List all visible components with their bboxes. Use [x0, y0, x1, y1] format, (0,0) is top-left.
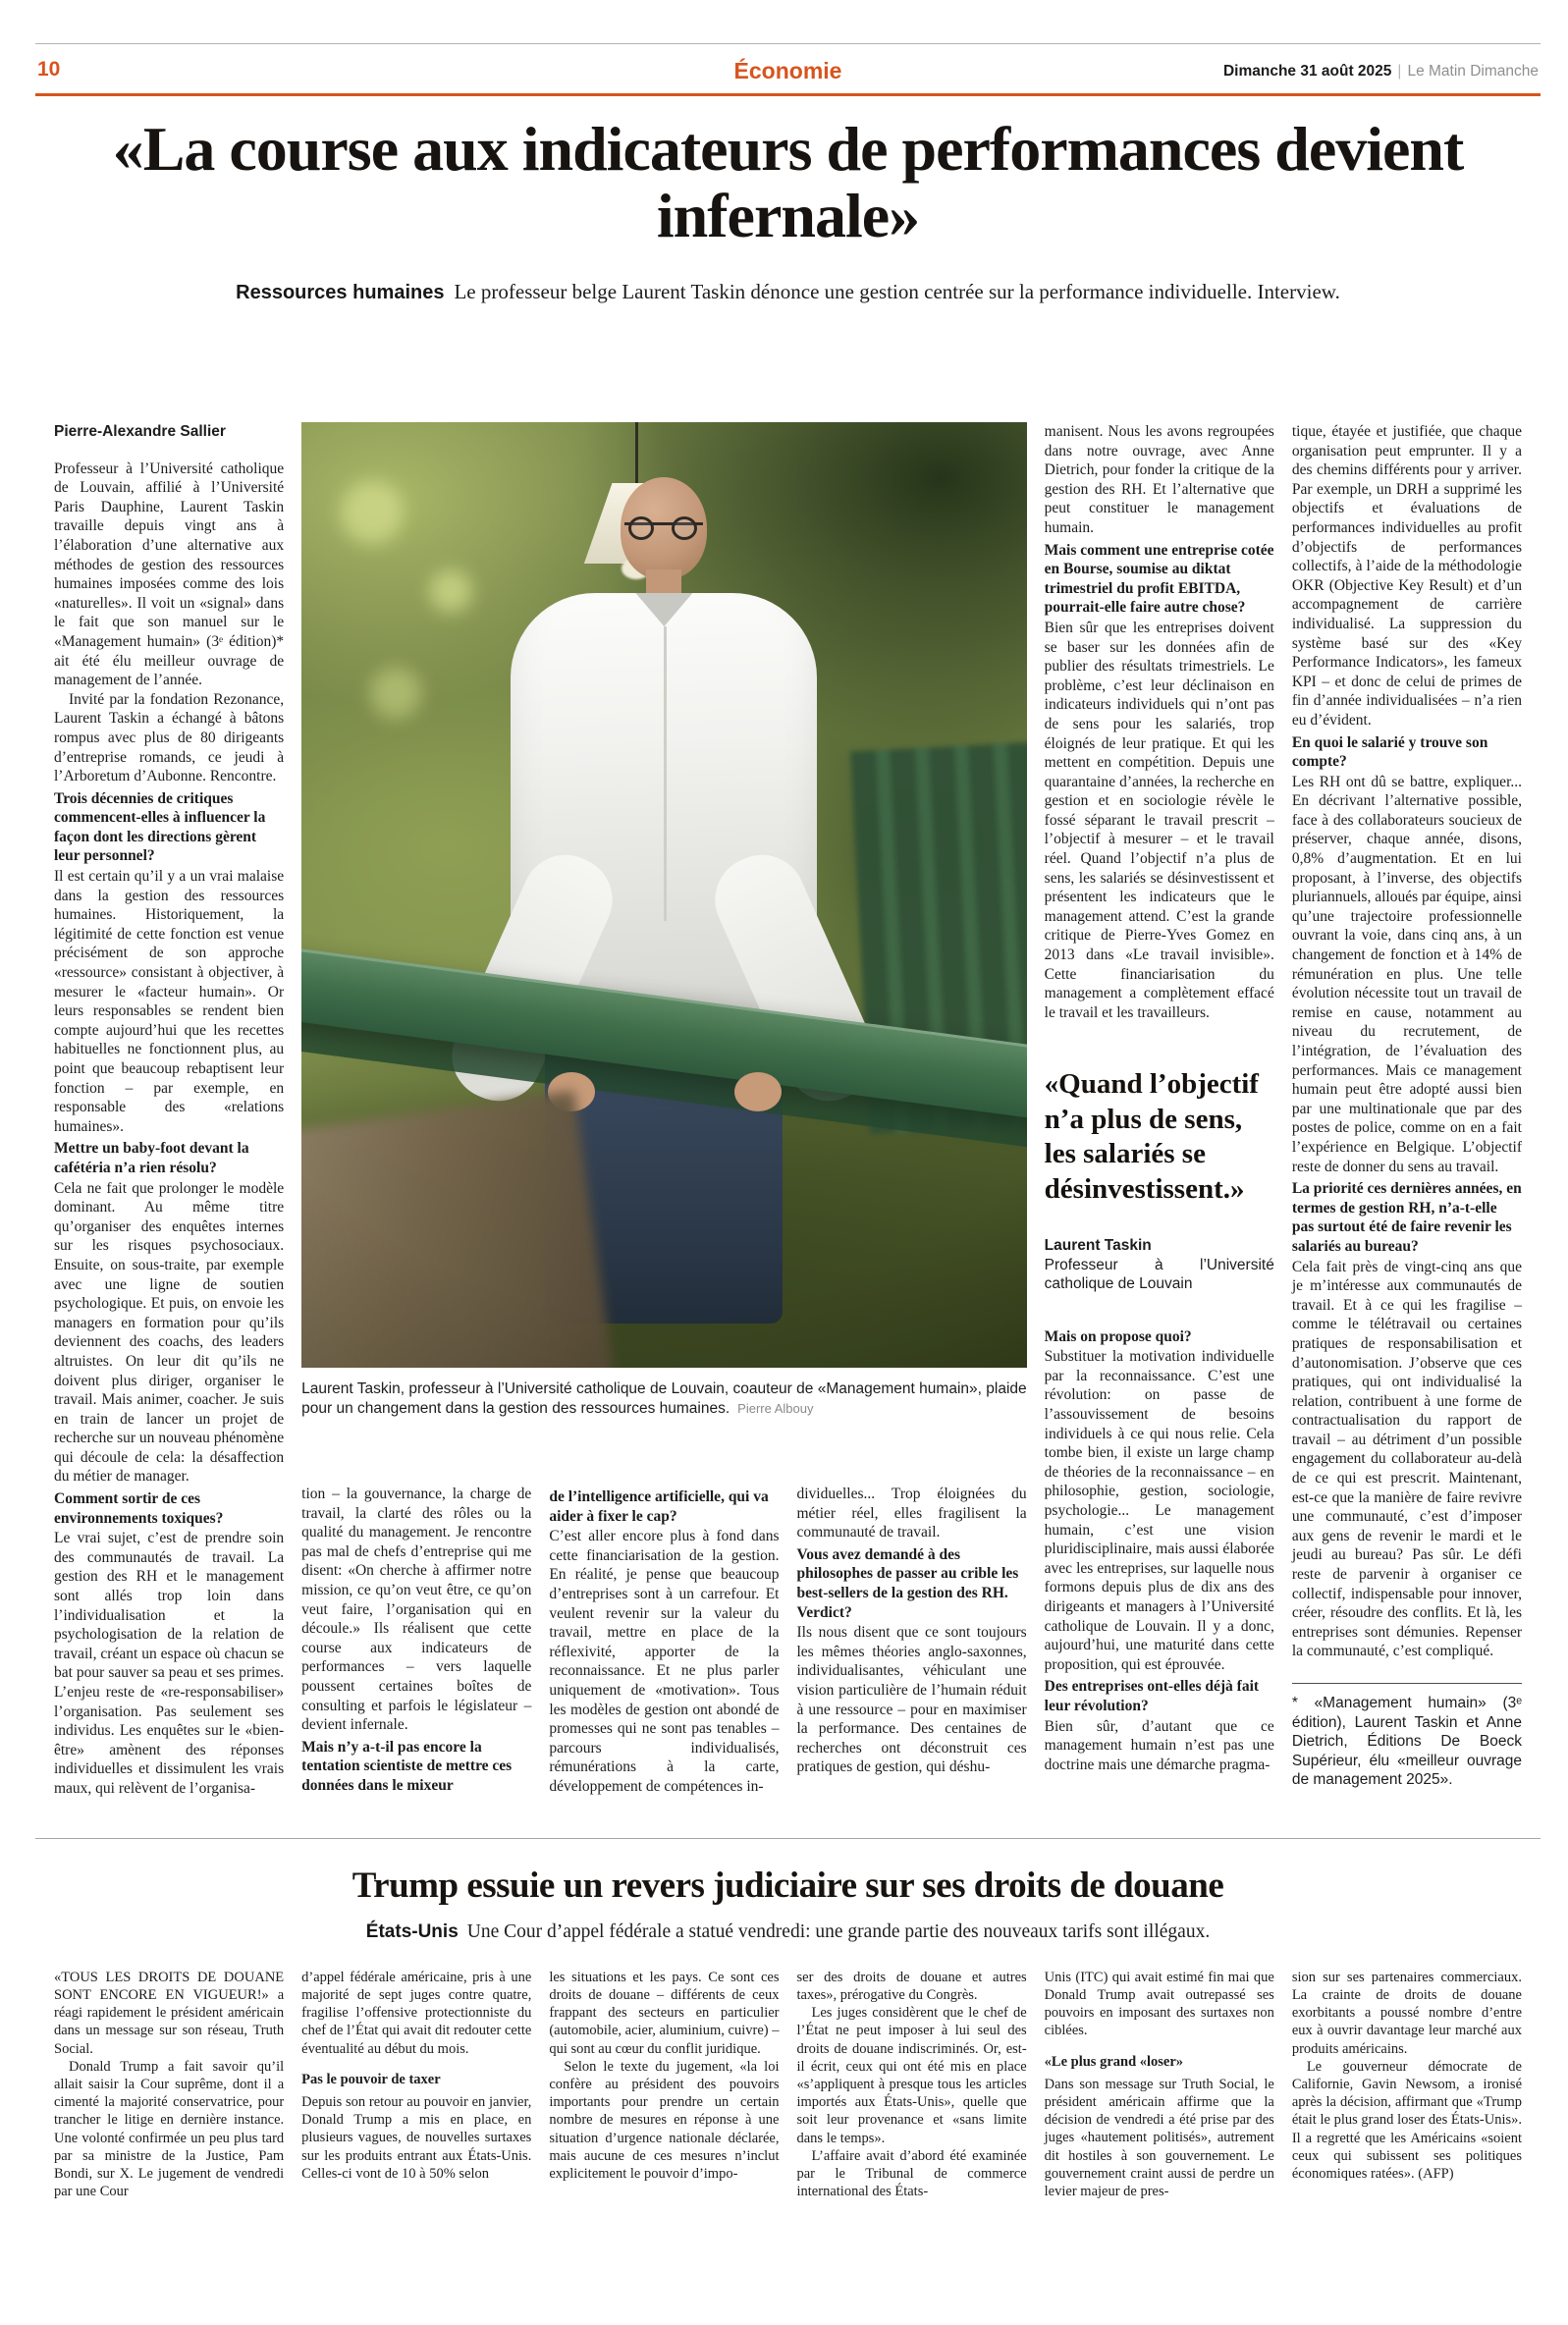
paragraph: Depuis son retour au pouvoir en janvier, Donald Trump a mis en place, en plusieurs vagues, de nouvelles surtaxes sur les produits entrant aux États-Unis. Celles-ci vont de 10 à 50% selon [301, 2094, 532, 2182]
bottom-column-5 [1045, 1969, 1274, 2285]
paragraph: Ils nous disent que ce sont toujours les mêmes théories anglo-saxonnes, individualisantes, véhiculant une vision particulière de l’humain réduit à une ressource – pour en maximiser la performance. Des centaines de recherches ont déconstruit ces pratiques de gestion, qui déshu- [796, 1624, 1027, 1776]
interview-question: En quoi le salarié y trouve son compte? [1291, 733, 1488, 771]
paragraph: Bien sûr, d’autant que ce management humain n’est pas une doctrine mais une démarche pragma- [1044, 1717, 1274, 1773]
interview-question: de l’intelligence artificielle, qui va aider à fixer le cap? [549, 1488, 769, 1525]
interview-question: Mais n’y a-t-il pas encore la tentation scientiste de mettre ces données dans le mixeur [301, 1738, 513, 1794]
kicker-text: Le professeur belge Laurent Taskin dénonce une gestion centrée sur la performance individuelle. Interview. [454, 279, 1340, 303]
paragraph: manisent. Nous les avons regroupées dans notre ouvrage, avec Anne Dietrich, pour fonder la critique de la gestion des RH. Et l’alternative que peut constituer le management humain. [1044, 423, 1274, 536]
interview-question: La priorité ces dernières années, en termes de gestion RH, n’a-t-elle pas surtout été de faire revenir les salariés au bureau? [1291, 1180, 1522, 1255]
paragraph: tique, étayée et justifiée, que chaque organisation peut emprunter. Il y a des chemins différents pour y arriver. Par exemple, un DRH a supprimé les objectifs et évaluations de performances individuelles au profit d’objectifs de performances collectifs, à l’aide de la méthodologie OKR (Objective Key Result) et d’un accompagnement de carrière individualisé. La suppression du système basé sur des «Key Performance Indicators», les fameux KPI – et donc de celui de primes de fin d’année individualisées – n’a rien eu d’évident. [1291, 423, 1522, 729]
article-column-5 [1045, 422, 1274, 1832]
bottom-column-1 [54, 1969, 284, 2285]
paragraph: Le gouverneur démocrate de Californie, Gavin Newsom, a ironisé après la décision, affirmant que «Trump était le plus grand loser des États-Unis». Il a regretté que les Américains «soient ceux qui subissent ses politiques économiques ratées». (AFP) [1291, 2058, 1522, 2183]
paragraph: ser des droits de douane et autres taxes», prérogative du Congrès. [796, 1969, 1027, 2004]
paper-name: Le Matin Dimanche [1407, 63, 1539, 80]
bottom-column-3 [549, 1969, 779, 2285]
bottom-kicker [54, 1921, 1522, 1943]
dateline-separator: | [1397, 63, 1402, 80]
caption-text: Laurent Taskin, professeur à l’Université catholique de Louvain, coauteur de «Management humain», plaide pour un changement dans la gestion des ressources humaines. [301, 1380, 1027, 1417]
page-number: 10 [37, 58, 61, 81]
bottom-column-4 [797, 1969, 1027, 2285]
interview-question: Mais on propose quoi? [1044, 1327, 1192, 1345]
photo-block [301, 422, 1027, 1485]
section-title: Économie [733, 58, 842, 83]
bottom-column-2 [301, 1969, 531, 2285]
main-headline: «La course aux indicateurs de performances devient infernale» [112, 114, 1464, 251]
paragraph: Il est certain qu’il y a un vrai malaise dans la gestion des ressources humaines. Historiquement, la légitimité de cette fonction est venue précisément de son approche «ressource» consistant à objectiver, à mesurer le «facteur humain». Or leurs responsables se rendent bien compte aujourd’hui que les recettes habituelles ne fonctionnent plus, au point que beaucoup rebaptisent leur fonction – par exemple, en responsable des «relations humaines». [54, 868, 285, 1135]
bottom-article [54, 1867, 1522, 2285]
pull-quote-name: Laurent Taskin [1044, 1236, 1152, 1254]
subheading: «Le plus grand «loser» [1044, 2053, 1184, 2070]
paragraph: Substituer la motivation individuelle par la reconnaissance. C’est une révolution: on passe de l’assouvissement de besoins individuels à ce qui nous relie. Cela tombe bien, il existe un large champ de théories de la reconnaissance – en philosophie, gestion, sociologie, psychologie... Le management humain, c’est une vision pluridisciplinaire, mais aussi élaborée avec les entreprises, sur laquelle nous formons depuis plus de dix ans des dirigeants et managers à l’Université catholique de Louvain. Il y a donc, aujourd’hui, une maturité dans cette proposition, qui est éprouvée. [1044, 1348, 1274, 1673]
article-column-3 [549, 1485, 779, 1832]
paragraph: Selon le texte du jugement, «la loi confère au président des pouvoirs importants pour prendre un certain nombre de mesures en réponse à une situation d’urgence nationale déclarée, mais aucune de ces mesures n’inclut explicitement le pouvoir d’impo- [549, 2058, 780, 2183]
kicker-label: Ressources humaines [236, 281, 445, 303]
photo-credit: Pierre Albouy [737, 1400, 814, 1416]
pull-quote-role: Professeur à l’Université catholique de Louvain [1044, 1256, 1274, 1293]
bottom-kicker-label: États-Unis [365, 1920, 459, 1942]
paragraph: Cela ne fait que prolonger le modèle dominant. Au même titre qu’organiser des enquêtes internes sur les risques psychosociaux. Ensuite, on sous-traite, par exemple avec une ligne de soutien psychologique. Et puis, on envoie les managers en formation pour qu’ils deviennent des coachs, des leaders altruistes. On leur dit qu’ils ne doivent plus diriger, organiser le travail. Mais animer, coacher. Je suis en train de lancer un projet de recherche sur un nouveau phénomène qui découle de cela: la désaffection du métier de manager. [54, 1179, 285, 1486]
page-header [35, 43, 1541, 96]
interview-question: Trois décennies de critiques commencent-elles à influencer la façon dont les directions gèrent leur personnel? [54, 789, 266, 865]
paragraph: Les RH ont dû se battre, expliquer... En décrivant l’alternative possible, face à des collaborateurs soucieux de préserver, chaque année, disons, 0,8% d’augmentation. Et en lui proposant, à l’inverse, des objectifs pluriannuels, alloués par équipe, ainsi qu’une trajectoire professionnelle ouvrant la voie, dans cinq ans, à un changement de fonction et à 14% de rémunération en plus. Une telle évolution nécessite tout un travail de remise en cause, notamment au niveau du recrutement, de l’intégration, de l’évaluation des performances. Mais ce management humain peut être adopté aussi bien par une multinationale que par des postes de police, comme on en a fait l’expérience en Belgique. L’objectif reste de donner du sens au travail. [1291, 773, 1522, 1175]
paragraph: dividuelles... Trop éloignées du métier réel, elles fragilisent la communauté de travail. [796, 1486, 1027, 1541]
byline: Pierre-Alexandre Sallier [54, 423, 226, 440]
footnote: * «Management humain» (3ᵉ édition), Laurent Taskin et Anne Dietrich, Éditions De Boeck Supérieur, élu «meilleur ouvrage de management 2025». [1292, 1683, 1522, 1790]
interview-question: Mettre un baby-foot devant la cafétéria n’a rien résolu? [54, 1140, 249, 1176]
paragraph: Le vrai sujet, c’est de prendre soin des communautés de travail. La gestion des RH et le management sont allés trop loin dans l’individualisation et la psychologisation de la relation de travail, créant un espace où chacun se bat pour sauver sa peau et ses primes. L’enjeu reste de «re-responsabiliser» l’organisation. Pas seulement ses individus. Les enquêtes sur le «bien-être» amènent des réponses individuelles et dissimulent les vrais maux, qui relèvent de l’organisa- [54, 1530, 285, 1797]
date-text: Dimanche 31 août 2025 [1222, 63, 1392, 80]
paragraph: les situations et les pays. Ce sont ces droits de douane – différents de ceux frappant des secteurs en particulier (automobile, acier, aluminium, cuivre) – qui sont au cœur du conflit juridique. [549, 1969, 780, 2057]
interview-question: Mais comment une entreprise cotée en Bourse, soumise au diktat trimestriel du profit EBITDA, pourrait-elle faire autre chose? [1044, 541, 1274, 617]
interview-question: Comment sortir de ces environnements toxiques? [54, 1490, 224, 1527]
paragraph: Dans son message sur Truth Social, le président américain affirme que la décision de vendredi a été prise par des juges «hautement politisés», autrement dit hostiles à son gouvernement. Le gouvernement craint aussi de perdre un levier majeur de pres- [1044, 2076, 1274, 2200]
paragraph: C’est aller encore plus à fond dans cette financiarisation de la gestion. En réalité, je pense que beaucoup d’entreprises sont à un carrefour. Et veulent revenir sur la valeur du travail, mettre en place de la réflexivité, apporter de la reconnaissance. Et ne plus parler uniquement de «motivation». Tous les modèles de gestion ont abondé de promesses qui ne sont pas tenables – parcours individualisés, rémunérations à la carte, développement de compétences in- [549, 1528, 780, 1795]
main-article-header [54, 116, 1522, 304]
article-column-6 [1292, 422, 1522, 1832]
bottom-column-6 [1292, 1969, 1522, 2285]
subheading: Pas le pouvoir de taxer [301, 2071, 441, 2087]
paragraph: Bien sûr que les entreprises doivent se baser sur les données afin de publier des résultats trimestriels. Le problème, c’est leur déclinaison en indicateurs individuels qui n’ont pas de sens pour les salariés, trop éloignés de leur pratique. Et qui les mettent en compétition. Depuis une quarantaine d’années, la recherche en gestion et en sociologie révèle le fossé séparant le travail prescrit – l’objectif à mesurer – et le travail réel. Quand l’objectif n’a plus de sens, les salariés se désinvestissent et présentent les indicateurs que le management attend. C’est la grande critique de Pierre-Yves Gomez en 2013 dans «Le travail invisible». Cette financiarisation du management a complètement effacé le travail et les travailleurs. [1044, 619, 1274, 1021]
article-column-4 [797, 1485, 1027, 1832]
paragraph: «TOUS LES DROITS DE DOUANE SONT ENCORE EN VIGUEUR!» a réagi rapidement le président américain dans un message sur son réseau, Truth Social. [54, 1969, 285, 2057]
paragraph: sion sur ses partenaires commerciaux. La crainte de droits de douane exorbitants a poussé nombre d’entre eux à ouvrir davantage leur marché aux produits américains. [1291, 1969, 1522, 2057]
paragraph: tion – la gouvernance, la charge de travail, la clarté des rôles ou la qualité du management. Je rencontre pas mal de chefs d’entreprise qui me disent: «On cherche à affirmer notre mission, ce qu’on veut être, ce qu’on veut faire, l’organisation qui en découle.» Ils réalisent que cette course aux indicateurs de performances – vers laquelle poussent certaines boîtes de consulting et parfois le législateur – devient infernale. [301, 1486, 532, 1734]
photo-vignette [301, 422, 1027, 1368]
paragraph: Invité par la fondation Rezonance, Laurent Taskin a échangé à bâtons rompus avec plus de 80 dirigeants d’entreprise romands, ce jeudi à l’Arboretum d’Aubonne. Rencontre. [54, 690, 285, 785]
paragraph: Unis (ITC) qui avait estimé fin mai que Donald Trump avait outrepassé ses pouvoirs en imposant des surtaxes non ciblées. [1044, 1969, 1274, 2039]
section-divider [35, 1838, 1541, 1839]
main-kicker [54, 280, 1522, 304]
main-article-body [54, 422, 1522, 1832]
bottom-headline: Trump essuie un revers judiciaire sur ses droits de douane [351, 1865, 1224, 1906]
pull-quote: «Quand l’objectif n’a plus de sens, les salariés se désinvestissent.» [1044, 1068, 1259, 1205]
interview-question: Vous avez demandé à des philosophes de passer au crible les best-sellers de la gestion des RH. Verdict? [796, 1545, 1019, 1621]
article-column-2 [301, 1485, 531, 1832]
paragraph: Donald Trump a fait savoir qu’il allait saisir la Cour suprême, dont il a cimenté la majorité conservatrice, pour trancher le litige en dernière instance. Une volonté confirmée un peu plus tard par sa ministre de la Justice, Pam Bondi, sur X. Le jugement de vendredi par une Cour [54, 2058, 285, 2200]
interview-question: Des entreprises ont-elles déjà fait leur révolution? [1044, 1678, 1260, 1714]
paragraph: L’affaire avait d’abord été examinée par le Tribunal de commerce international des États- [796, 2147, 1027, 2200]
article-column-1 [54, 422, 284, 1832]
bottom-kicker-text: Une Cour d’appel fédérale a statué vendredi: une grande partie des nouveaux tarifs sont illégaux. [466, 1920, 1211, 1942]
paragraph: Les juges considèrent que le chef de l’État ne peut imposer à lui seul des droits de douane indiscriminés. Or, est-il écrit, ceux qui ont été mis en place «s’appliquent à presque tous les articles importés aux États-Unis», quelle que soit leur provenance et «sans limite dans le temps». [796, 2005, 1027, 2146]
dateline [1223, 63, 1539, 81]
section-rule [35, 93, 1541, 96]
bottom-article-body [54, 1969, 1522, 2285]
photo-caption [301, 1379, 1027, 1418]
photo [301, 422, 1027, 1368]
paragraph: Cela fait près de vingt-cinq ans que je m’intéresse aux communautés de travail. Et à ce qui les fragilise – comme le télétravail ou certaines pratiques de responsabilisation et d’autonomisation. J’observe que ces pratiques, qui ont individualisé la relation, contribuent à une forme de contractualisation du rapport de travail – au détriment d’un possible engagement du collaborateur au-delà de ce qui est prescrit. Maintenant, est-ce que la manière de faire revivre une communauté, c’est d’imposer aux gens de revenir le mardi et le jeudi au bureau? Pas sûr. Le défi reste de parvenir à organiser ce collectif, indispensable pour innover, créer, résoudre des conflits. Et là, les entreprises sont démunies. Repenser la communauté, c’est compliqué. [1291, 1258, 1522, 1660]
paragraph: d’appel fédérale américaine, pris à une majorité de sept juges contre quatre, fragilise l’offensive protectionniste du chef de l’État qui avait dit redouter cette éventualité au début du mois. [301, 1969, 532, 2057]
paragraph: Professeur à l’Université catholique de Louvain, affilié à l’Université Paris Dauphine, Laurent Taskin travaille depuis vingt ans à l’élaboration d’une alternative aux méthodes de gestion des ressources humaines imposées comme des lois «naturelles». Il voit un «signal» dans le fait que son manuel sur le «Management humain» (3ᵉ édition)* ait été élu meilleur ouvrage de management de l’année. [54, 460, 285, 689]
